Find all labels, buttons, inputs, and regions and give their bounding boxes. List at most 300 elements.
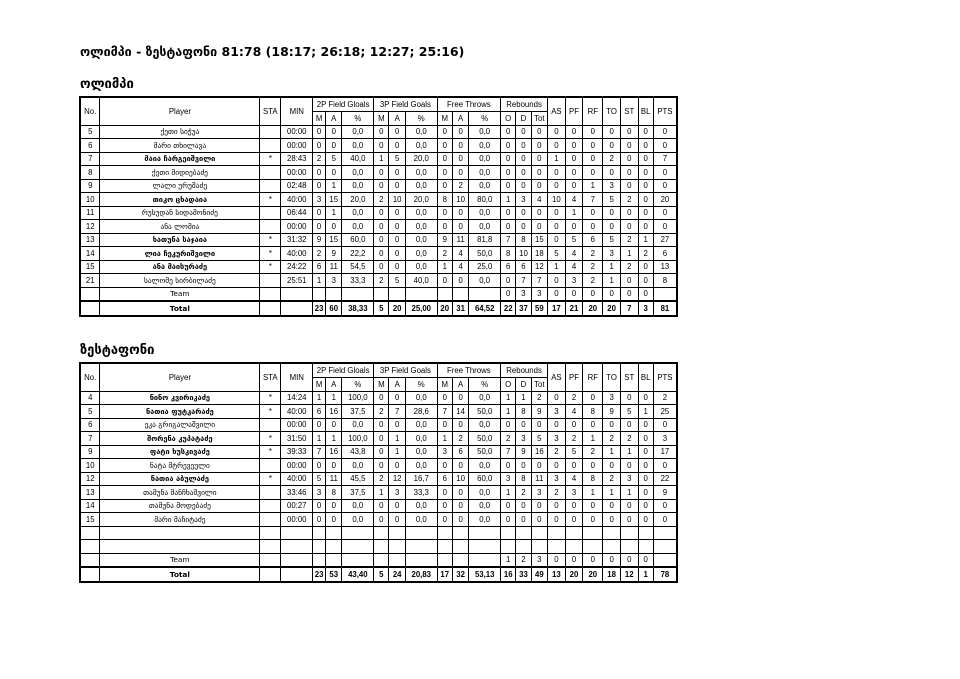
reb-def: 2 xyxy=(516,486,531,500)
reb-off: 1 xyxy=(501,391,516,405)
2p-pct: 22,2 xyxy=(342,247,374,261)
player-name: ეკა გრიგალაშვილი xyxy=(100,418,260,432)
subheader-d: D xyxy=(516,378,531,392)
total-assists: 13 xyxy=(548,567,566,582)
2p-att: 11 xyxy=(326,260,342,274)
ft-made: 0 xyxy=(437,274,452,288)
2p-att: 0 xyxy=(326,125,342,139)
ft-pct: 0,0 xyxy=(469,220,501,234)
empty-cell xyxy=(565,540,583,554)
assists: 0 xyxy=(548,513,566,527)
2p-att: 0 xyxy=(326,513,342,527)
player-number: 7 xyxy=(80,432,100,446)
reb-def: 0 xyxy=(516,139,531,153)
reb-tot: 0 xyxy=(531,152,547,166)
empty-cell xyxy=(469,287,501,301)
subheader-pct: % xyxy=(405,378,437,392)
ft-att: 0 xyxy=(452,391,468,405)
header-sta: STA xyxy=(260,363,281,391)
ft-made: 1 xyxy=(437,260,452,274)
points: 0 xyxy=(653,139,677,153)
subheader-a: A xyxy=(452,378,468,392)
steals: 1 xyxy=(620,445,638,459)
2p-att: 0 xyxy=(326,418,342,432)
turnovers: 0 xyxy=(603,513,621,527)
2p-att: 1 xyxy=(326,391,342,405)
header-min: MIN xyxy=(281,97,313,125)
reb-tot: 0 xyxy=(531,513,547,527)
ft-made: 0 xyxy=(437,125,452,139)
player-number: 4 xyxy=(80,391,100,405)
reb-def: 0 xyxy=(516,418,531,432)
fouls-received: 0 xyxy=(583,139,603,153)
starter-mark: * xyxy=(260,247,281,261)
3p-pct: 0,0 xyxy=(405,139,437,153)
2p-made: 3 xyxy=(313,486,326,500)
fouls: 4 xyxy=(565,405,583,419)
3p-pct: 0,0 xyxy=(405,513,437,527)
ft-pct: 0,0 xyxy=(469,499,501,513)
points: 0 xyxy=(653,179,677,193)
empty-cell xyxy=(638,526,653,540)
reb-off: 0 xyxy=(501,125,516,139)
starter-mark xyxy=(260,513,281,527)
minutes: 06:44 xyxy=(281,206,313,220)
total-steals: 7 xyxy=(620,301,638,316)
empty-cell xyxy=(548,540,566,554)
assists: 3 xyxy=(548,405,566,419)
points: 13 xyxy=(653,260,677,274)
reb-def: 2 xyxy=(516,553,531,567)
subheader-tot: Tot xyxy=(531,112,547,126)
blocks: 0 xyxy=(638,432,653,446)
player-row xyxy=(80,233,677,247)
3p-pct: 28,6 xyxy=(405,405,437,419)
reb-tot: 3 xyxy=(531,287,547,301)
subheader-o: O xyxy=(501,378,516,392)
points: 3 xyxy=(653,432,677,446)
starter-mark xyxy=(260,166,281,180)
3p-made: 0 xyxy=(374,432,389,446)
subheader-m: M xyxy=(313,378,326,392)
total-points: 81 xyxy=(653,301,677,316)
player-name: თამუნა მოდებაძე xyxy=(100,499,260,513)
ft-pct: 0,0 xyxy=(469,166,501,180)
steals: 0 xyxy=(620,553,638,567)
turnovers: 0 xyxy=(603,220,621,234)
2p-made: 1 xyxy=(313,391,326,405)
reb-off: 2 xyxy=(501,432,516,446)
player-name: ანა მაისურაძე xyxy=(100,260,260,274)
starter-mark xyxy=(260,274,281,288)
empty-cell xyxy=(405,540,437,554)
empty-cell xyxy=(80,526,100,540)
reb-tot: 4 xyxy=(531,193,547,207)
fouls-received: 0 xyxy=(583,206,603,220)
steals: 3 xyxy=(620,472,638,486)
player-row xyxy=(80,152,677,166)
player-name: მარი მაჩიტაძე xyxy=(100,513,260,527)
2p-att: 1 xyxy=(326,206,342,220)
starter-mark: * xyxy=(260,193,281,207)
reb-tot: 0 xyxy=(531,459,547,473)
subheader-m: M xyxy=(313,112,326,126)
player-number: 10 xyxy=(80,459,100,473)
empty-cell xyxy=(260,287,281,301)
boxscore-table-away xyxy=(79,362,678,583)
minutes: 33:46 xyxy=(281,486,313,500)
assists: 0 xyxy=(548,125,566,139)
player-number: 7 xyxy=(80,152,100,166)
empty-cell xyxy=(452,540,468,554)
player-name: ნათია ფუტკარაძე xyxy=(100,405,260,419)
player-number: 10 xyxy=(80,193,100,207)
2p-att: 1 xyxy=(326,432,342,446)
header-fg3: 3P Field Goals xyxy=(374,97,437,112)
total-blocks: 3 xyxy=(638,301,653,316)
points: 25 xyxy=(653,405,677,419)
reb-def: 0 xyxy=(516,220,531,234)
ft-pct: 0,0 xyxy=(469,486,501,500)
total-fouls-received: 20 xyxy=(583,301,603,316)
total-3p-made: 5 xyxy=(374,567,389,582)
3p-att: 0 xyxy=(389,247,405,261)
3p-pct: 0,0 xyxy=(405,220,437,234)
assists: 0 xyxy=(548,166,566,180)
empty-cell xyxy=(501,540,516,554)
3p-made: 0 xyxy=(374,445,389,459)
ft-att: 4 xyxy=(452,247,468,261)
starter-mark: * xyxy=(260,472,281,486)
ft-made: 1 xyxy=(437,432,452,446)
2p-made: 3 xyxy=(313,193,326,207)
ft-made: 7 xyxy=(437,405,452,419)
fouls: 2 xyxy=(565,391,583,405)
fouls: 0 xyxy=(565,139,583,153)
assists: 0 xyxy=(548,553,566,567)
ft-made: 0 xyxy=(437,220,452,234)
header-bl: BL xyxy=(638,97,653,125)
reb-def: 3 xyxy=(516,193,531,207)
reb-tot: 0 xyxy=(531,166,547,180)
reb-off: 1 xyxy=(501,486,516,500)
assists: 3 xyxy=(548,432,566,446)
steals: 0 xyxy=(620,166,638,180)
2p-att: 16 xyxy=(326,445,342,459)
empty-cell xyxy=(342,287,374,301)
ft-made: 0 xyxy=(437,166,452,180)
2p-att: 16 xyxy=(326,405,342,419)
reb-def: 3 xyxy=(516,287,531,301)
turnovers: 2 xyxy=(603,432,621,446)
2p-made: 9 xyxy=(313,233,326,247)
empty-cell xyxy=(620,540,638,554)
3p-made: 2 xyxy=(374,193,389,207)
2p-att: 11 xyxy=(326,472,342,486)
total-2p-att: 60 xyxy=(326,301,342,316)
minutes: 40:00 xyxy=(281,247,313,261)
fouls-received: 2 xyxy=(583,445,603,459)
reb-off: 7 xyxy=(501,233,516,247)
ft-att: 0 xyxy=(452,486,468,500)
blocks: 0 xyxy=(638,553,653,567)
reb-def: 0 xyxy=(516,206,531,220)
2p-made: 0 xyxy=(313,459,326,473)
player-row xyxy=(80,166,677,180)
blocks: 0 xyxy=(638,139,653,153)
2p-att: 0 xyxy=(326,459,342,473)
empty-cell xyxy=(100,540,260,554)
reb-def: 9 xyxy=(516,445,531,459)
turnovers: 0 xyxy=(603,206,621,220)
player-number: 8 xyxy=(80,166,100,180)
empty-cell xyxy=(389,540,405,554)
points: 27 xyxy=(653,233,677,247)
ft-made: 0 xyxy=(437,459,452,473)
empty-cell xyxy=(326,287,342,301)
empty-cell xyxy=(374,287,389,301)
3p-pct: 0,0 xyxy=(405,459,437,473)
fouls: 3 xyxy=(565,274,583,288)
empty-cell xyxy=(342,540,374,554)
ft-att: 0 xyxy=(452,139,468,153)
subheader-m: M xyxy=(437,378,452,392)
2p-pct: 100,0 xyxy=(342,432,374,446)
ft-made: 3 xyxy=(437,445,452,459)
minutes: 00:27 xyxy=(281,499,313,513)
reb-tot: 11 xyxy=(531,472,547,486)
empty-cell xyxy=(653,287,677,301)
ft-made: 0 xyxy=(437,139,452,153)
reb-def: 3 xyxy=(516,432,531,446)
total-fouls-received: 20 xyxy=(583,567,603,582)
empty-cell xyxy=(260,301,281,316)
reb-off: 0 xyxy=(501,220,516,234)
ft-pct: 0,0 xyxy=(469,513,501,527)
minutes: 00:00 xyxy=(281,139,313,153)
fouls-received: 0 xyxy=(583,459,603,473)
turnovers: 5 xyxy=(603,233,621,247)
fouls-received: 0 xyxy=(583,287,603,301)
player-row xyxy=(80,220,677,234)
points: 2 xyxy=(653,391,677,405)
blocks: 0 xyxy=(638,274,653,288)
points: 7 xyxy=(653,152,677,166)
2p-pct: 0,0 xyxy=(342,220,374,234)
empty-cell xyxy=(389,553,405,567)
blocks: 0 xyxy=(638,179,653,193)
total-assists: 17 xyxy=(548,301,566,316)
2p-pct: 100,0 xyxy=(342,391,374,405)
header-fg2: 2P Field Gloals xyxy=(313,97,374,112)
reb-tot: 16 xyxy=(531,445,547,459)
total-ft-att: 32 xyxy=(452,567,468,582)
steals: 0 xyxy=(620,139,638,153)
ft-att: 0 xyxy=(452,459,468,473)
empty-cell xyxy=(281,287,313,301)
steals: 2 xyxy=(620,193,638,207)
team-row xyxy=(80,287,677,301)
3p-made: 1 xyxy=(374,152,389,166)
fouls: 0 xyxy=(565,459,583,473)
2p-made: 0 xyxy=(313,139,326,153)
steals: 0 xyxy=(620,220,638,234)
ft-made: 0 xyxy=(437,391,452,405)
subheader-a: A xyxy=(452,112,468,126)
2p-pct: 20,0 xyxy=(342,193,374,207)
fouls-received: 1 xyxy=(583,432,603,446)
total-reb-off: 16 xyxy=(501,567,516,582)
total-row-label: Total xyxy=(100,567,260,582)
fouls-received: 2 xyxy=(583,260,603,274)
3p-made: 2 xyxy=(374,472,389,486)
empty-cell xyxy=(452,287,468,301)
2p-pct: 37,5 xyxy=(342,486,374,500)
fouls: 1 xyxy=(565,206,583,220)
minutes: 31:50 xyxy=(281,432,313,446)
points: 22 xyxy=(653,472,677,486)
3p-att: 5 xyxy=(389,152,405,166)
3p-made: 0 xyxy=(374,125,389,139)
2p-att: 8 xyxy=(326,486,342,500)
player-number: 13 xyxy=(80,233,100,247)
assists: 0 xyxy=(548,206,566,220)
2p-made: 0 xyxy=(313,499,326,513)
reb-off: 0 xyxy=(501,274,516,288)
total-ft-made: 20 xyxy=(437,301,452,316)
fouls-received: 2 xyxy=(583,247,603,261)
player-name: ლალი ურუშაძე xyxy=(100,179,260,193)
empty-cell xyxy=(326,553,342,567)
fouls: 0 xyxy=(565,499,583,513)
total-row xyxy=(80,301,677,316)
team-row xyxy=(80,553,677,567)
assists: 0 xyxy=(548,287,566,301)
total-2p-pct: 38,33 xyxy=(342,301,374,316)
turnovers: 1 xyxy=(603,260,621,274)
2p-att: 5 xyxy=(326,152,342,166)
steals: 0 xyxy=(620,418,638,432)
assists: 0 xyxy=(548,233,566,247)
ft-att: 10 xyxy=(452,472,468,486)
2p-pct: 33,3 xyxy=(342,274,374,288)
3p-pct: 0,0 xyxy=(405,206,437,220)
subheader-a: A xyxy=(326,112,342,126)
3p-made: 0 xyxy=(374,139,389,153)
2p-made: 6 xyxy=(313,405,326,419)
fouls-received: 7 xyxy=(583,193,603,207)
2p-att: 3 xyxy=(326,274,342,288)
header-sta: STA xyxy=(260,97,281,125)
3p-att: 5 xyxy=(389,274,405,288)
empty-row xyxy=(80,526,677,540)
minutes: 02:48 xyxy=(281,179,313,193)
steals: 0 xyxy=(620,499,638,513)
reb-tot: 7 xyxy=(531,274,547,288)
2p-pct: 45,5 xyxy=(342,472,374,486)
fouls: 4 xyxy=(565,472,583,486)
minutes: 00:00 xyxy=(281,418,313,432)
blocks: 2 xyxy=(638,247,653,261)
assists: 0 xyxy=(548,179,566,193)
ft-pct: 0,0 xyxy=(469,418,501,432)
ft-pct: 0,0 xyxy=(469,206,501,220)
reb-tot: 0 xyxy=(531,220,547,234)
assists: 0 xyxy=(548,274,566,288)
fouls: 0 xyxy=(565,287,583,301)
2p-made: 2 xyxy=(313,152,326,166)
blocks: 0 xyxy=(638,472,653,486)
steals: 0 xyxy=(620,274,638,288)
starter-mark xyxy=(260,220,281,234)
fouls: 0 xyxy=(565,553,583,567)
reb-tot: 9 xyxy=(531,405,547,419)
player-name: თამუნა მანჩხაშვილი xyxy=(100,486,260,500)
2p-made: 1 xyxy=(313,274,326,288)
player-row xyxy=(80,513,677,527)
ft-pct: 0,0 xyxy=(469,125,501,139)
turnovers: 0 xyxy=(603,553,621,567)
3p-made: 0 xyxy=(374,391,389,405)
empty-cell xyxy=(531,526,547,540)
player-number: 11 xyxy=(80,206,100,220)
player-name: ნინო კვირიკაძე xyxy=(100,391,260,405)
empty-cell xyxy=(281,567,313,582)
steals: 1 xyxy=(620,486,638,500)
reb-tot: 15 xyxy=(531,233,547,247)
reb-def: 7 xyxy=(516,274,531,288)
player-name: რუსუდან სიდამონიძე xyxy=(100,206,260,220)
ft-att: 14 xyxy=(452,405,468,419)
total-fouls: 20 xyxy=(565,567,583,582)
assists: 0 xyxy=(548,139,566,153)
fouls-received: 0 xyxy=(583,152,603,166)
player-row xyxy=(80,499,677,513)
header-no: No. xyxy=(80,363,100,391)
2p-pct: 54,5 xyxy=(342,260,374,274)
fouls-received: 0 xyxy=(583,418,603,432)
fouls: 0 xyxy=(565,179,583,193)
ft-att: 0 xyxy=(452,125,468,139)
fouls-received: 0 xyxy=(583,553,603,567)
turnovers: 1 xyxy=(603,486,621,500)
reb-tot: 18 xyxy=(531,247,547,261)
blocks: 0 xyxy=(638,220,653,234)
3p-pct: 0,0 xyxy=(405,499,437,513)
blocks: 0 xyxy=(638,391,653,405)
3p-pct: 0,0 xyxy=(405,260,437,274)
player-row xyxy=(80,139,677,153)
ft-made: 2 xyxy=(437,247,452,261)
header-player: Player xyxy=(100,97,260,125)
ft-pct: 0,0 xyxy=(469,139,501,153)
ft-att: 0 xyxy=(452,206,468,220)
ft-made: 0 xyxy=(437,206,452,220)
player-row xyxy=(80,274,677,288)
3p-pct: 0,0 xyxy=(405,125,437,139)
steals: 2 xyxy=(620,233,638,247)
ft-made: 6 xyxy=(437,472,452,486)
fouls: 0 xyxy=(565,418,583,432)
player-row xyxy=(80,445,677,459)
blocks: 0 xyxy=(638,125,653,139)
empty-cell xyxy=(281,553,313,567)
empty-cell xyxy=(653,540,677,554)
3p-made: 0 xyxy=(374,233,389,247)
game-title: ოლიმპი - ზესტაფონი 81:78 (18:17; 26:18; 12:27; 25:16) xyxy=(80,44,465,59)
header-fg2: 2P Field Gloals xyxy=(313,363,374,378)
empty-cell xyxy=(501,526,516,540)
